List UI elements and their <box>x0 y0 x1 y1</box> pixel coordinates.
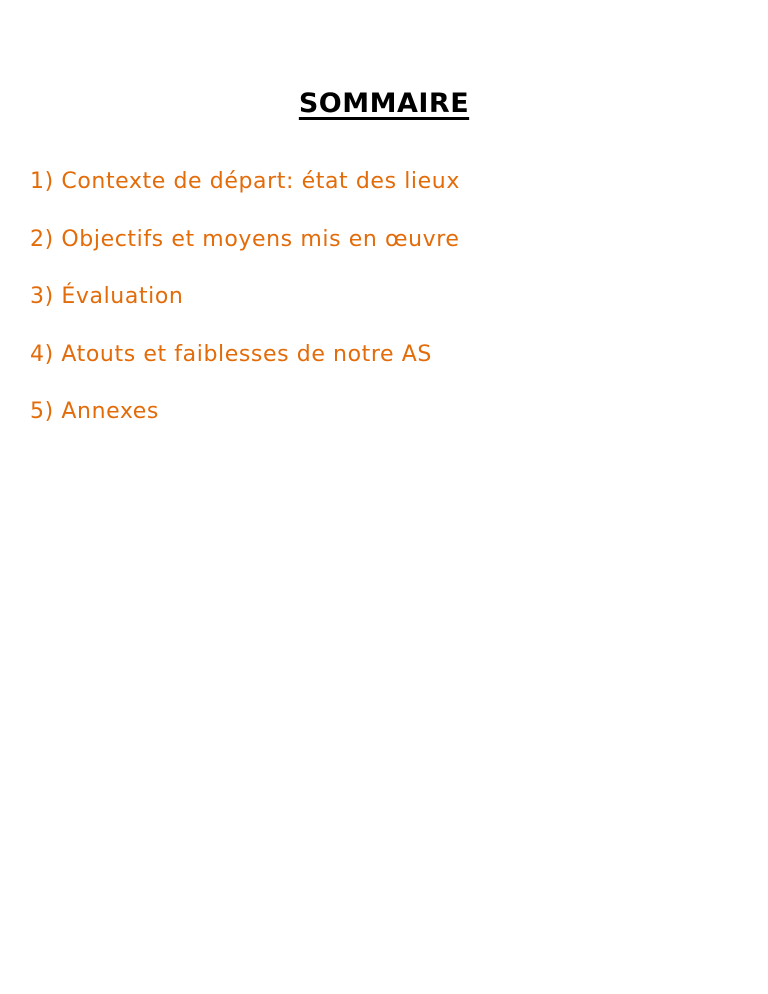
toc-item-objectifs: 2) Objectifs et moyens mis en œuvre <box>30 226 460 252</box>
table-of-contents <box>30 164 460 452</box>
page-title: SOMMAIRE <box>298 88 470 119</box>
toc-item-evaluation: 3) Évaluation <box>30 284 184 309</box>
toc-item-atouts: 4) Atouts et faiblesses de notre AS <box>30 341 432 367</box>
toc-item-annexes: 5) Annexes <box>30 399 159 424</box>
toc-item-contexte: 1) Contexte de départ: état des lieux <box>30 169 460 194</box>
